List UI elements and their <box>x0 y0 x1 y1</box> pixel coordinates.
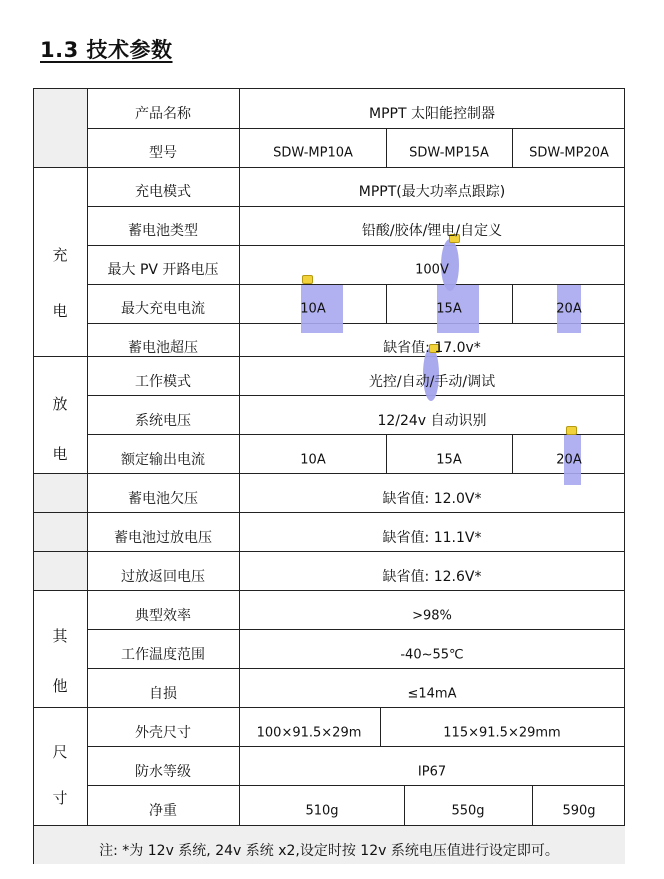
spec-table <box>33 88 625 864</box>
value-max-charge-15a: 15A <box>436 301 462 317</box>
shaded-cell <box>34 473 87 590</box>
row-label-model: 型号 <box>149 145 177 161</box>
value-battery-overvoltage: 缺省值: 17.0v* <box>383 340 481 356</box>
row-label-dimensions: 外壳尺寸 <box>135 725 191 741</box>
row-label-max-charge-current: 最大充电电流 <box>121 301 205 317</box>
value-rated-output-15a: 15A <box>436 452 462 468</box>
value-efficiency: >98% <box>412 608 452 624</box>
value-system-voltage: 12/24v 自动识别 <box>377 413 487 429</box>
row-label-efficiency: 典型效率 <box>135 608 191 624</box>
footnote: 注: *为 12v 系统, 24v 系统 x2,设定时按 12v 系统电压值进行设定即可。 <box>99 843 559 859</box>
row-label-temperature: 工作温度范围 <box>121 647 205 663</box>
row-label-product-name: 产品名称 <box>135 106 191 122</box>
comment-icon[interactable] <box>566 426 577 435</box>
row-label-net-weight: 净重 <box>149 803 177 819</box>
section-heading: 1.3 技术参数 <box>40 38 173 62</box>
row-label-battery-undervoltage: 蓄电池欠压 <box>128 491 198 507</box>
row-label-work-mode: 工作模式 <box>135 374 191 390</box>
row-label-charge-mode: 充电模式 <box>135 184 191 200</box>
value-dimensions-small: 100×91.5×29m <box>256 725 362 741</box>
group-discharge <box>52 379 68 479</box>
value-max-charge-20a: 20A <box>556 301 582 317</box>
row-label-system-voltage: 系统电压 <box>135 413 191 429</box>
value-charge-mode: MPPT(最大功率点跟踪) <box>358 184 506 200</box>
value-overdischarge-return: 缺省值: 12.6V* <box>382 569 482 585</box>
value-battery-type: 铅酸/胶体/锂电/自定义 <box>361 223 503 239</box>
row-label-battery-overdischarge: 蓄电池过放电压 <box>114 530 212 546</box>
row-label-rated-output-current: 额定输出电流 <box>121 452 205 468</box>
group-size-label: 尺寸 <box>52 743 68 807</box>
value-max-pv: 100V <box>415 262 449 278</box>
group-other-label: 其他 <box>52 627 68 695</box>
row-label-battery-type: 蓄电池类型 <box>128 223 198 239</box>
group-charge <box>52 227 68 339</box>
group-size <box>52 729 68 821</box>
group-discharge-label: 放电 <box>52 395 68 463</box>
value-product-name: MPPT 太阳能控制器 <box>369 106 495 122</box>
value-battery-overdischarge: 缺省值: 11.1V* <box>382 530 482 546</box>
value-dimensions-large: 115×91.5×29mm <box>443 725 561 741</box>
shaded-cell <box>34 89 87 167</box>
value-temperature: -40~55℃ <box>400 647 464 663</box>
row-label-waterproof: 防水等级 <box>135 764 191 780</box>
row-label-battery-overvoltage: 蓄电池超压 <box>128 340 198 356</box>
value-net-weight-10a: 510g <box>305 803 339 819</box>
row-label-self-consumption: 自损 <box>149 686 177 702</box>
value-rated-output-10a: 10A <box>300 452 326 468</box>
group-other <box>52 611 68 711</box>
value-model-10a: SDW-MP10A <box>273 145 353 161</box>
value-work-mode: 光控/自动/手动/调试 <box>368 374 496 390</box>
value-net-weight-20a: 590g <box>562 803 596 819</box>
group-charge-label: 充电 <box>52 246 68 320</box>
value-max-charge-10a: 10A <box>300 301 326 317</box>
value-net-weight-15a: 550g <box>451 803 485 819</box>
value-model-20a: SDW-MP20A <box>529 145 609 161</box>
value-waterproof: IP67 <box>417 764 447 780</box>
row-label-overdischarge-return: 过放返回电压 <box>121 569 205 585</box>
value-rated-output-20a: 20A <box>556 452 582 468</box>
value-self-consumption: ≤14mA <box>407 686 457 702</box>
value-battery-undervoltage: 缺省值: 12.0V* <box>382 491 482 507</box>
row-label-max-pv: 最大 PV 开路电压 <box>107 262 219 278</box>
comment-icon[interactable] <box>302 275 313 284</box>
value-model-15a: SDW-MP15A <box>409 145 489 161</box>
